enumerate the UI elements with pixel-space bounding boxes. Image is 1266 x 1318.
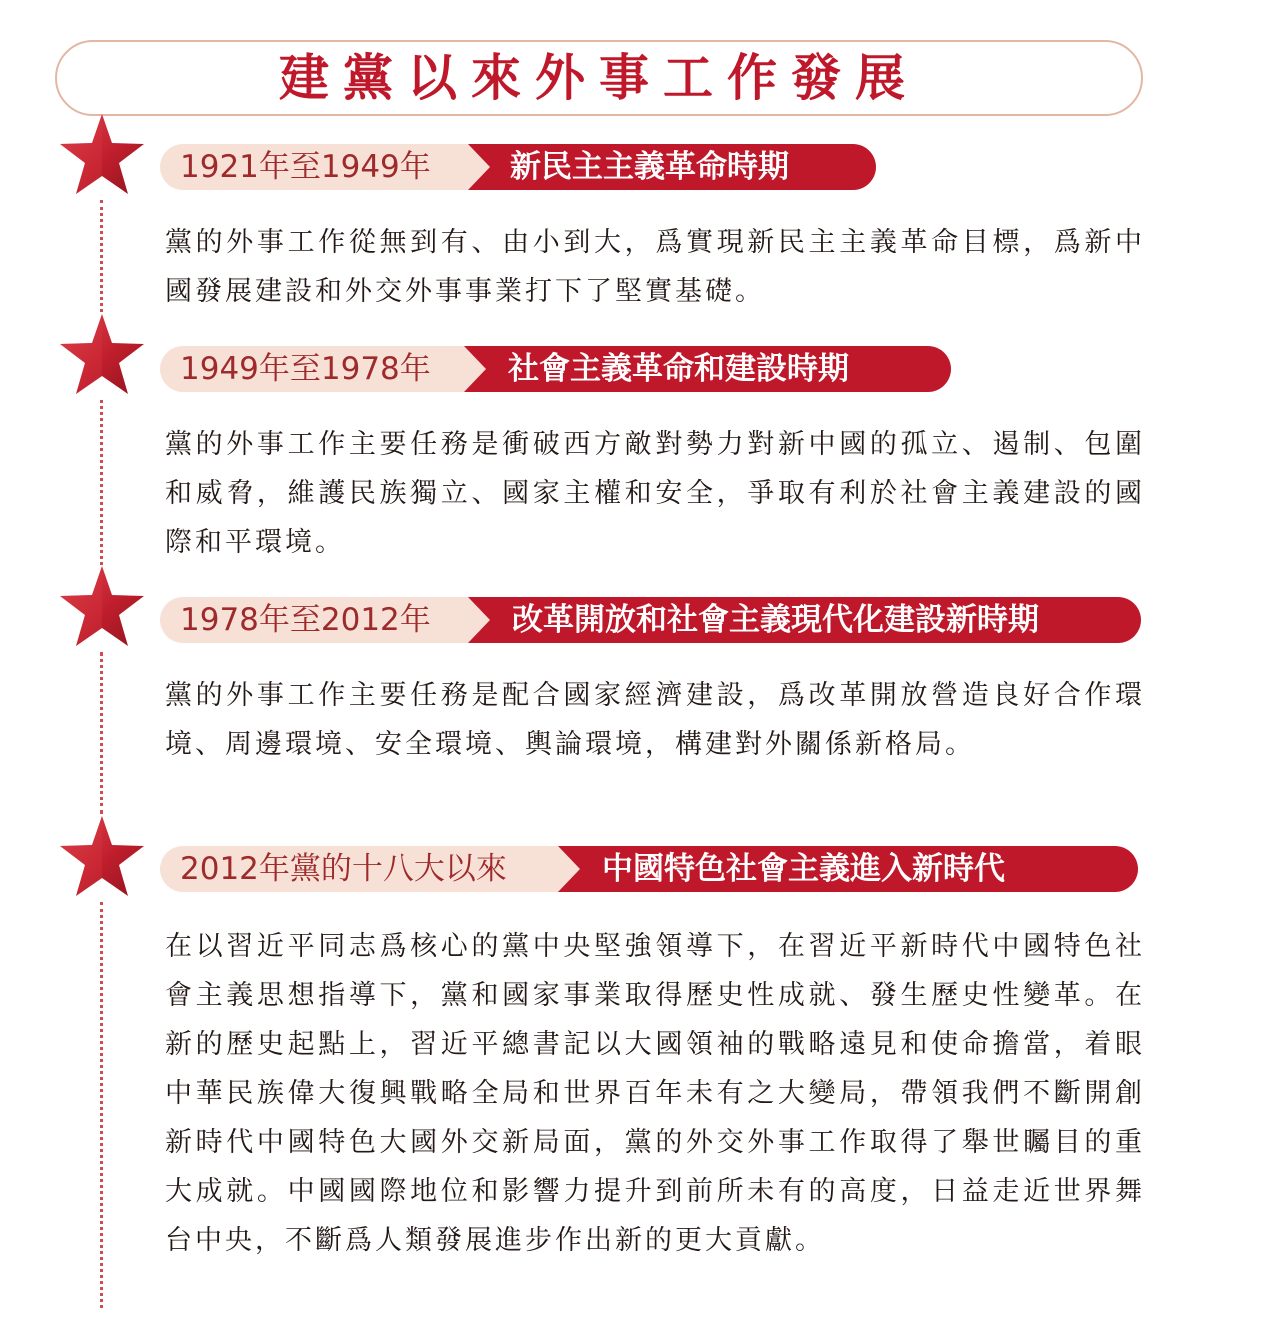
- period-label: 中國特色社會主義進入新時代: [580, 846, 1138, 892]
- section-text: 黨的外事工作主要任務是衝破西方敵對勢力對新中國的孤立、遏制、包圍和威脅，維護民族獨立、國家主權和安全，爭取有利於社會主義建設的國際和平環境。: [165, 429, 1145, 558]
- timeline-connector: [100, 400, 103, 565]
- timeline-connector: [100, 200, 103, 312]
- section-text: 黨的外事工作從無到有、由小到大，爲實現新民主主義革命目標，爲新中國發展建設和外交外事事業打下了堅實基礎。: [165, 227, 1145, 307]
- star-icon: [58, 564, 146, 648]
- period-header: [160, 346, 951, 392]
- section-text: 在以習近平同志爲核心的黨中央堅強領導下，在習近平新時代中國特色社會主義思想指導下，黨和國家事業取得歷史性成就、發生歷史性變革。在新的歷史起點上，習近平總書記以大國領袖的戰略遠見和使命擔當，着眼中華民族偉大復興戰略全局和世界百年未有之大變局，帶領我們不斷開創新時代中國特色大國外交新局面，黨的外交外事工作取得了舉世矚目的重大成就。中國國際地位和影響力提升到前所未有的高度，日益走近世界舞台中央，不斷爲人類發展進步作出新的更大貢獻。: [165, 931, 1145, 1256]
- period-label: 新民主主義革命時期: [490, 144, 876, 190]
- star-icon: [58, 312, 146, 396]
- section-text: 黨的外事工作主要任務是配合國家經濟建設，爲改革開放營造良好合作環境、周邊環境、安全環境、輿論環境，構建對外關係新格局。: [165, 680, 1145, 760]
- timeline-connector: [100, 652, 103, 814]
- period-range: 1949年至1978年: [160, 346, 486, 392]
- star-icon: [58, 814, 146, 898]
- period-range: 1978年至2012年: [160, 597, 490, 643]
- period-header: [160, 846, 1138, 892]
- period-range: 2012年黨的十八大以來: [160, 846, 580, 892]
- star-icon: [58, 112, 146, 196]
- period-header: [160, 144, 876, 190]
- period-header: [160, 597, 1141, 643]
- period-label: 社會主義革命和建設時期: [486, 346, 951, 392]
- title-banner: [55, 40, 1143, 116]
- period-label: 改革開放和社會主義現代化建設新時期: [490, 597, 1141, 643]
- period-range: 1921年至1949年: [160, 144, 490, 190]
- timeline-connector: [100, 902, 103, 1308]
- page-title: 建黨以來外事工作發展: [279, 49, 919, 107]
